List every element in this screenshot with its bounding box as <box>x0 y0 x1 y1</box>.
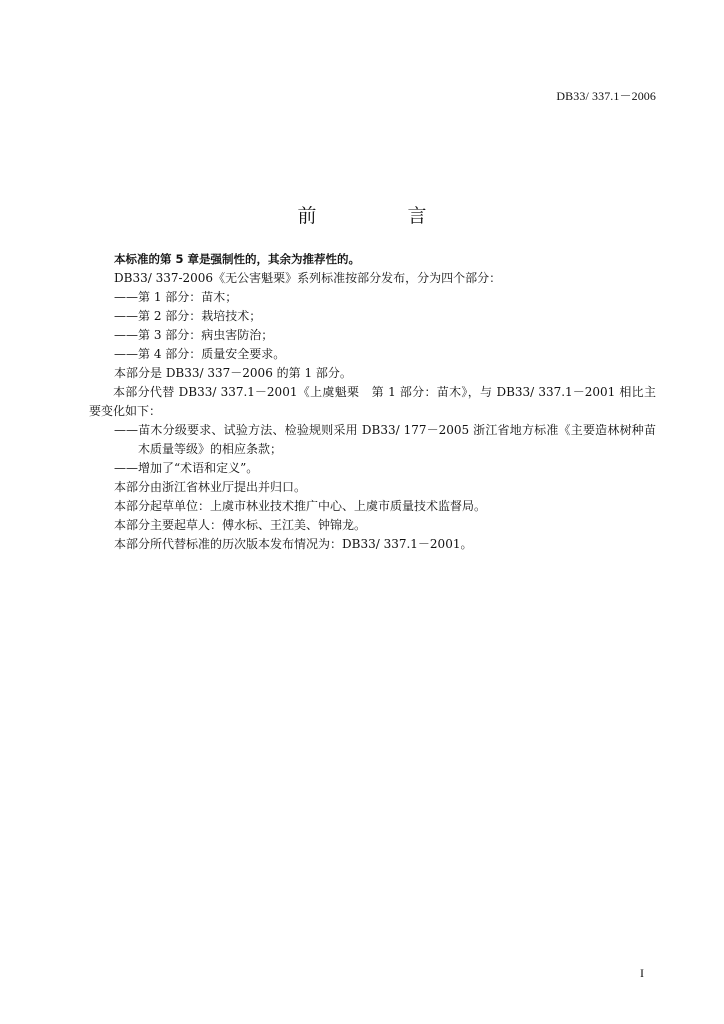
list-item-part-4: ——第 4 部分：质量安全要求。 <box>114 347 286 361</box>
paragraph-mandatory-note: 本标准的第 5 章是强制性的，其余为推荐性的。 <box>114 252 361 266</box>
paragraph-drafters: 本部分主要起草人：傅水标、王江美、钟锦龙。 <box>114 518 367 532</box>
paragraph-proposer: 本部分由浙江省林业厅提出并归口。 <box>114 480 307 494</box>
paragraph-this-part: 本部分是 DB33/ 337－2006 的第 1 部分。 <box>114 366 352 380</box>
paragraph-series-intro: DB33/ 337-2006《无公害魁栗》系列标准按部分发布，分为四个部分： <box>114 271 502 285</box>
document-code: DB33/ 337.1－2006 <box>556 89 656 103</box>
list-item-change-2: ——增加了“术语和定义”。 <box>114 461 259 475</box>
page-title: 前 言 <box>297 205 463 227</box>
page-number: I <box>640 966 644 980</box>
list-item-part-1: ——第 1 部分：苗木； <box>114 290 238 304</box>
paragraph-replaces: 本部分代替 DB33/ 337.1－2001《上虞魁栗 第 1 部分：苗木》，与 DB33/ 337.1－2001 相比主要变化如下： <box>89 385 656 418</box>
list-item-change-1: ——苗木分级要求、试验方法、检验规则采用 DB33/ 177－2005 浙江省地方标准《主要造林树种苗木质量等级》的相应条款； <box>114 423 656 456</box>
paragraph-history: 本部分所代替标准的历次版本发布情况为：DB33/ 337.1－2001。 <box>114 537 473 551</box>
list-item-part-3: ——第 3 部分：病虫害防治； <box>114 328 274 342</box>
list-item-part-2: ——第 2 部分：栽培技术； <box>114 309 262 323</box>
foreword-body <box>90 250 656 554</box>
paragraph-drafting-units: 本部分起草单位：上虞市林业技术推广中心、上虞市质量技术监督局。 <box>114 499 487 513</box>
